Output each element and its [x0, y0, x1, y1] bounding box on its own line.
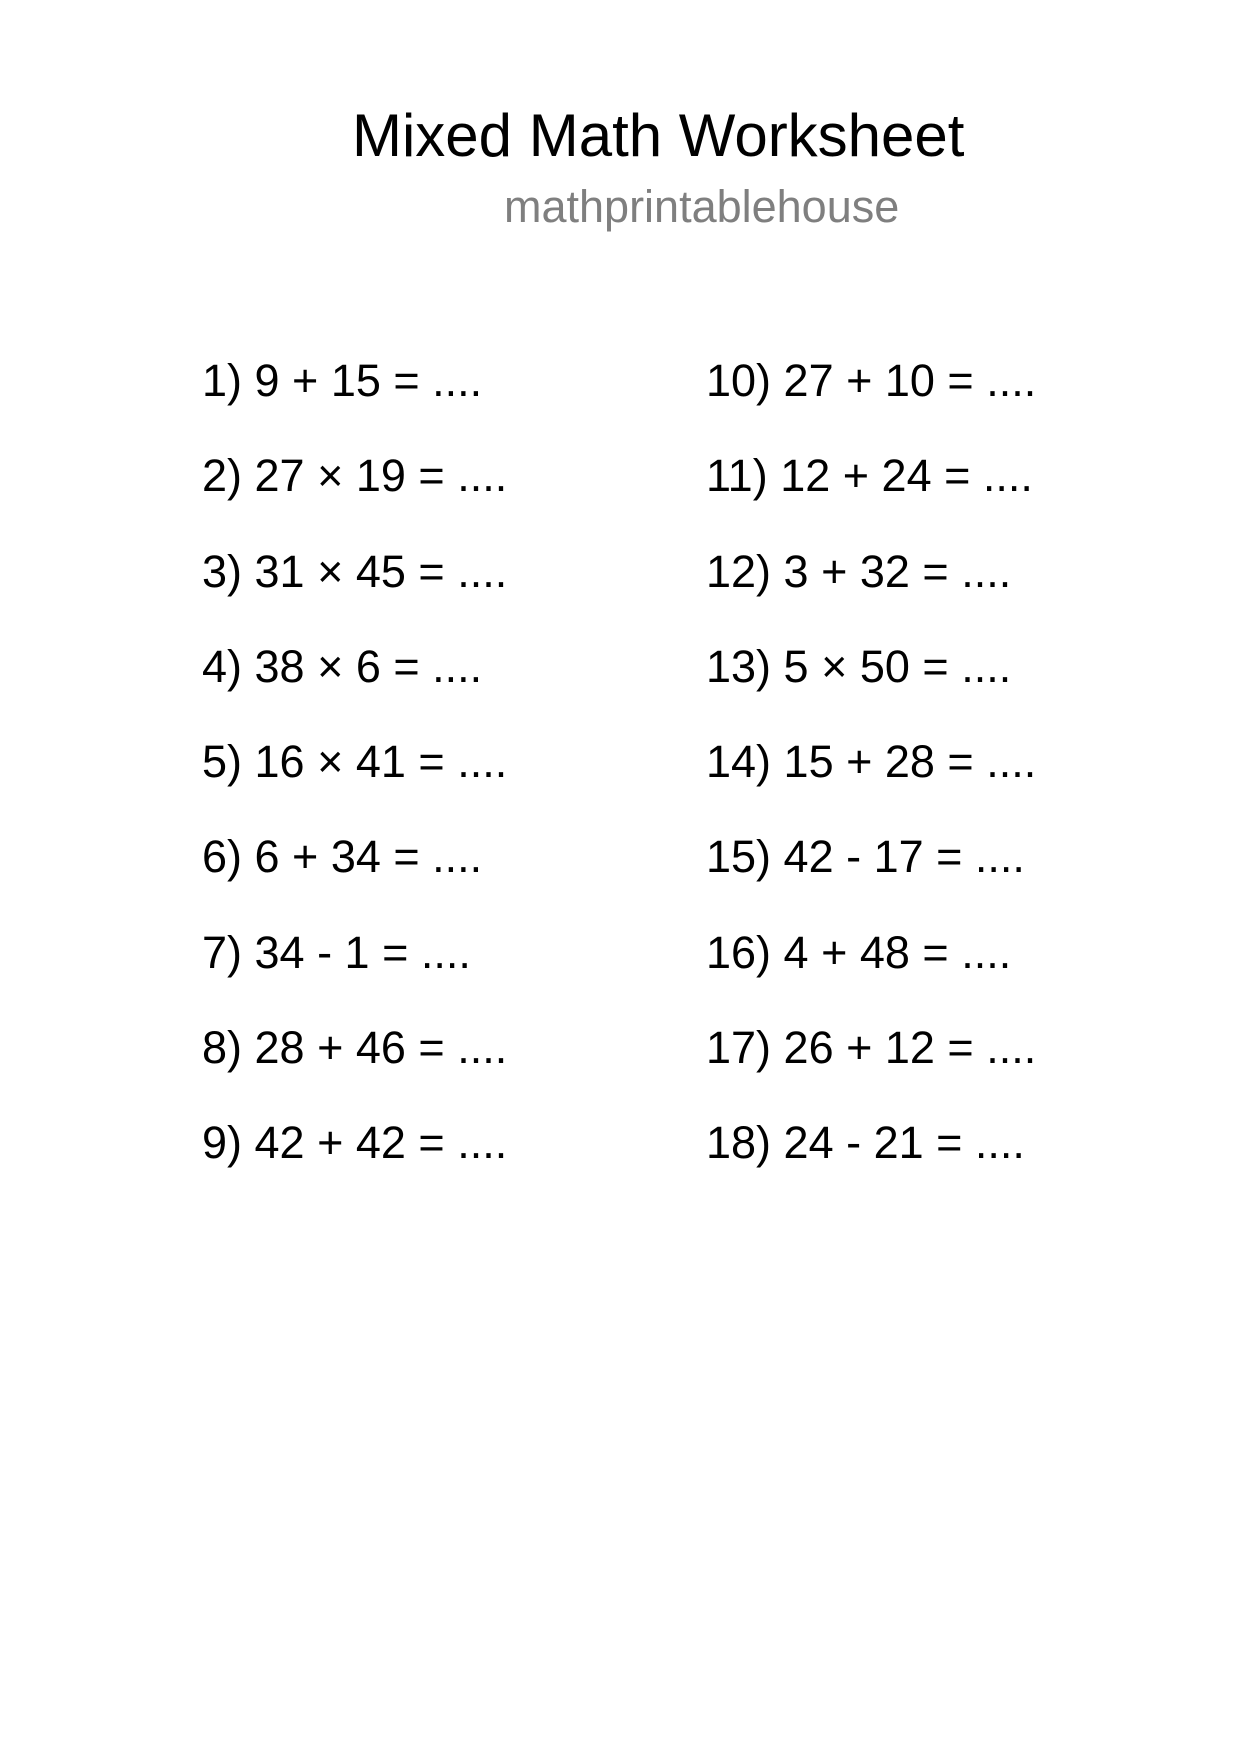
problem-item: 11) 12 + 24 = ....: [706, 450, 1033, 502]
problem-item: 4) 38 × 6 = ....: [202, 640, 483, 692]
problem-item: 9) 42 + 42 = ....: [202, 1117, 508, 1169]
problem-item: 15) 42 - 17 = ....: [706, 831, 1025, 883]
worksheet-title: Mixed Math Worksheet: [352, 102, 965, 169]
problem-item: 18) 24 - 21 = ....: [706, 1117, 1025, 1169]
problems-right-column: [706, 355, 1037, 1216]
problem-item: 2) 27 × 19 = ....: [202, 450, 508, 502]
problem-item: 10) 27 + 10 = ....: [706, 355, 1037, 406]
problem-item: 6) 6 + 34 = ....: [202, 831, 483, 883]
problem-item: 8) 28 + 46 = ....: [202, 1022, 508, 1074]
problem-item: 3) 31 × 45 = ....: [202, 545, 508, 597]
problem-item: 14) 15 + 28 = ....: [706, 736, 1037, 788]
problem-item: 16) 4 + 48 = ....: [706, 926, 1012, 978]
worksheet-source: mathprintablehouse: [504, 181, 900, 232]
problem-item: 13) 5 × 50 = ....: [706, 640, 1012, 692]
problem-item: 17) 26 + 12 = ....: [706, 1022, 1037, 1074]
problems-left-column: [202, 355, 508, 1216]
problem-item: 5) 16 × 41 = ....: [202, 736, 508, 788]
problem-item: 7) 34 - 1 = ....: [202, 926, 471, 978]
problem-item: 1) 9 + 15 = ....: [202, 355, 483, 406]
problem-item: 12) 3 + 32 = ....: [706, 545, 1012, 597]
